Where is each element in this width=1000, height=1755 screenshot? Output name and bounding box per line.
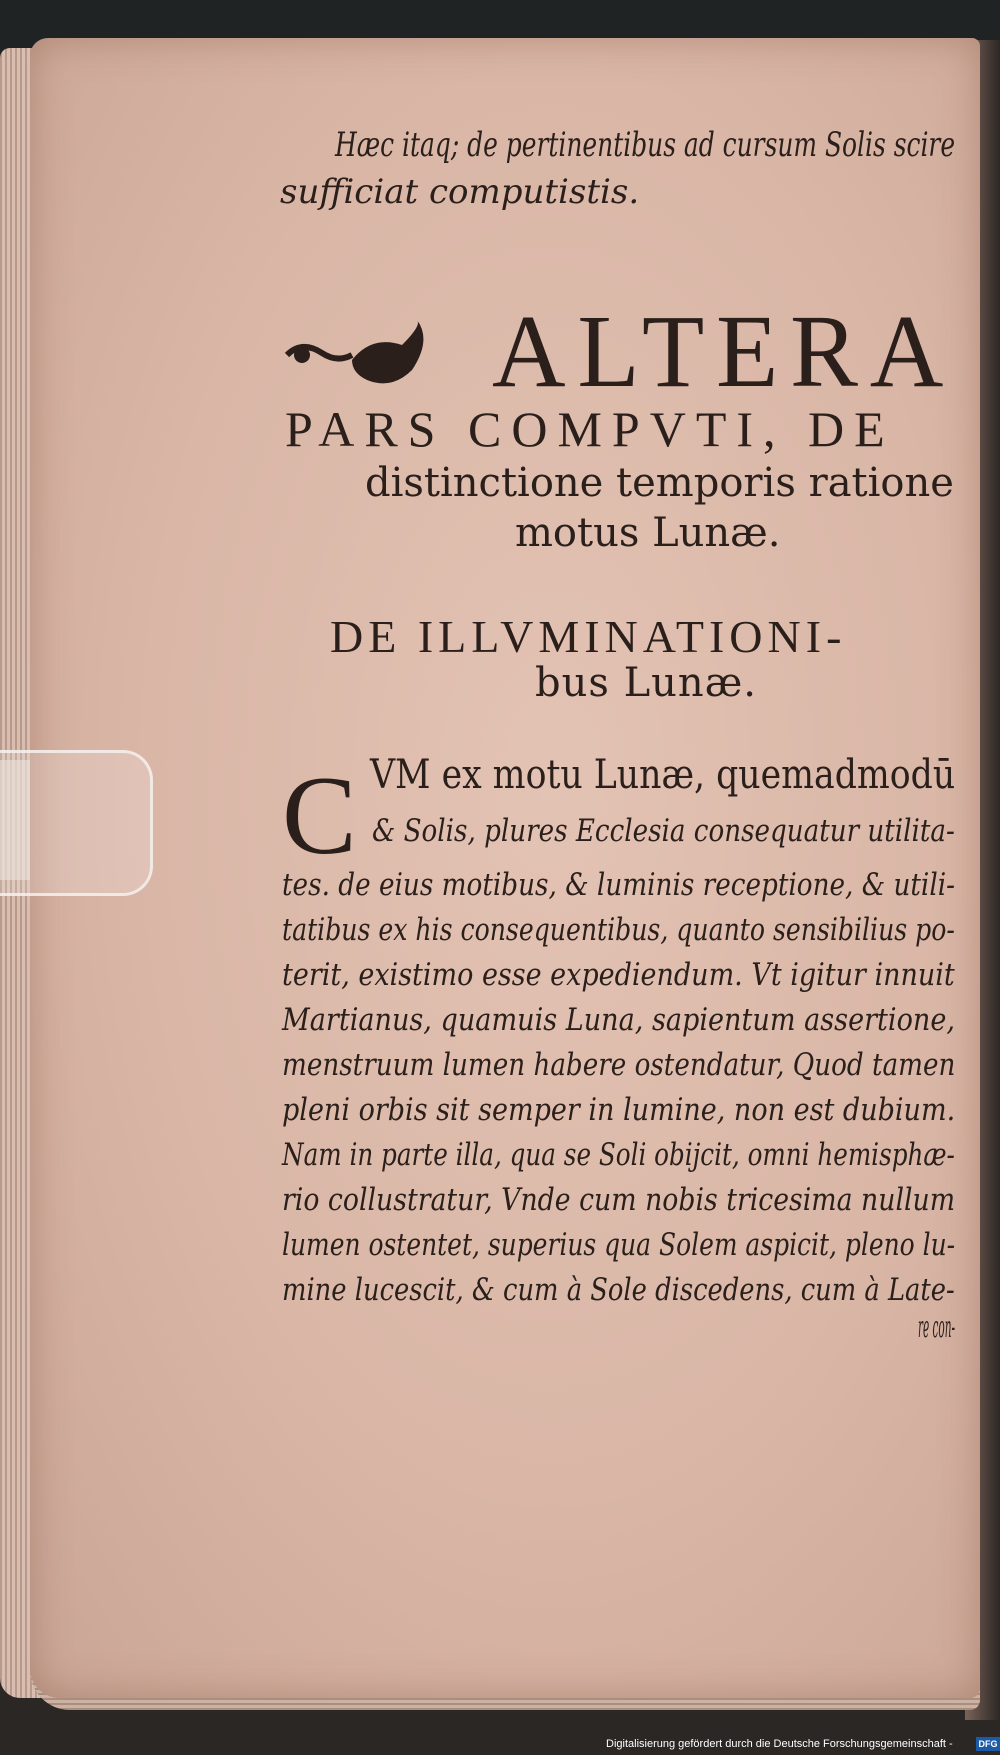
body-line: tes. de eius motibus, & luminis receptione, & utili- [282, 868, 955, 903]
main-heading-title: ALTERA [492, 294, 956, 409]
digitization-credit: Digitalisierung gefördert durch die Deutsche Forschungsgemeinschaft - [606, 1738, 953, 1750]
body-line: mine lucescit, & cum à Sole discedens, cum à Late- [282, 1273, 955, 1308]
body-line: rio collustratur, Vnde cum nobis tricesima nullum [282, 1183, 956, 1218]
body-line: Nam in parte illa, qua se Soli obijcit, omni hemisphæ- [282, 1138, 955, 1173]
intro-line-1: Hæc itaq; de pertinentibus ad cursum Solis scire [335, 125, 956, 165]
section-heading-line-1: DE ILLVMINATIONI- [330, 611, 847, 662]
section-heading-line-2: bus Lunæ. [535, 660, 758, 706]
dfg-logo: DFG [976, 1737, 1000, 1751]
body-line: menstruum lumen habere ostendatur, Quod tamen [282, 1048, 956, 1083]
main-heading-line-3: distinctione temporis ratione [365, 460, 954, 506]
body-line: & Solis, plures Ecclesia consequatur utilita- [372, 814, 955, 849]
body-line: pleni orbis sit semper in lumine, non est dubium. [282, 1093, 956, 1128]
main-heading-line-2: PARS COMPVTI, DE [285, 401, 895, 457]
body-line: lumen ostentet, superius qua Solem aspicit, pleno lu- [282, 1228, 956, 1263]
main-heading-line-4: motus Lunæ. [515, 510, 781, 556]
bookmark-clip [0, 750, 153, 896]
drop-capital: C [282, 754, 357, 878]
catchword: re con- [918, 1310, 955, 1345]
fleuron-ornament-icon [282, 315, 442, 395]
body-line: tatibus ex his consequentibus, quanto sensibilius po- [282, 913, 955, 948]
intro-line-2: sufficiat computistis. [280, 172, 640, 212]
body-line: Martianus, quamuis Luna, sapientum assertione, [282, 1003, 955, 1038]
body-line: terit, existimo esse expediendum. Vt igitur innuit [282, 958, 955, 993]
body-first-line: VM ex motu Lunæ, quemadmodū [370, 752, 956, 798]
